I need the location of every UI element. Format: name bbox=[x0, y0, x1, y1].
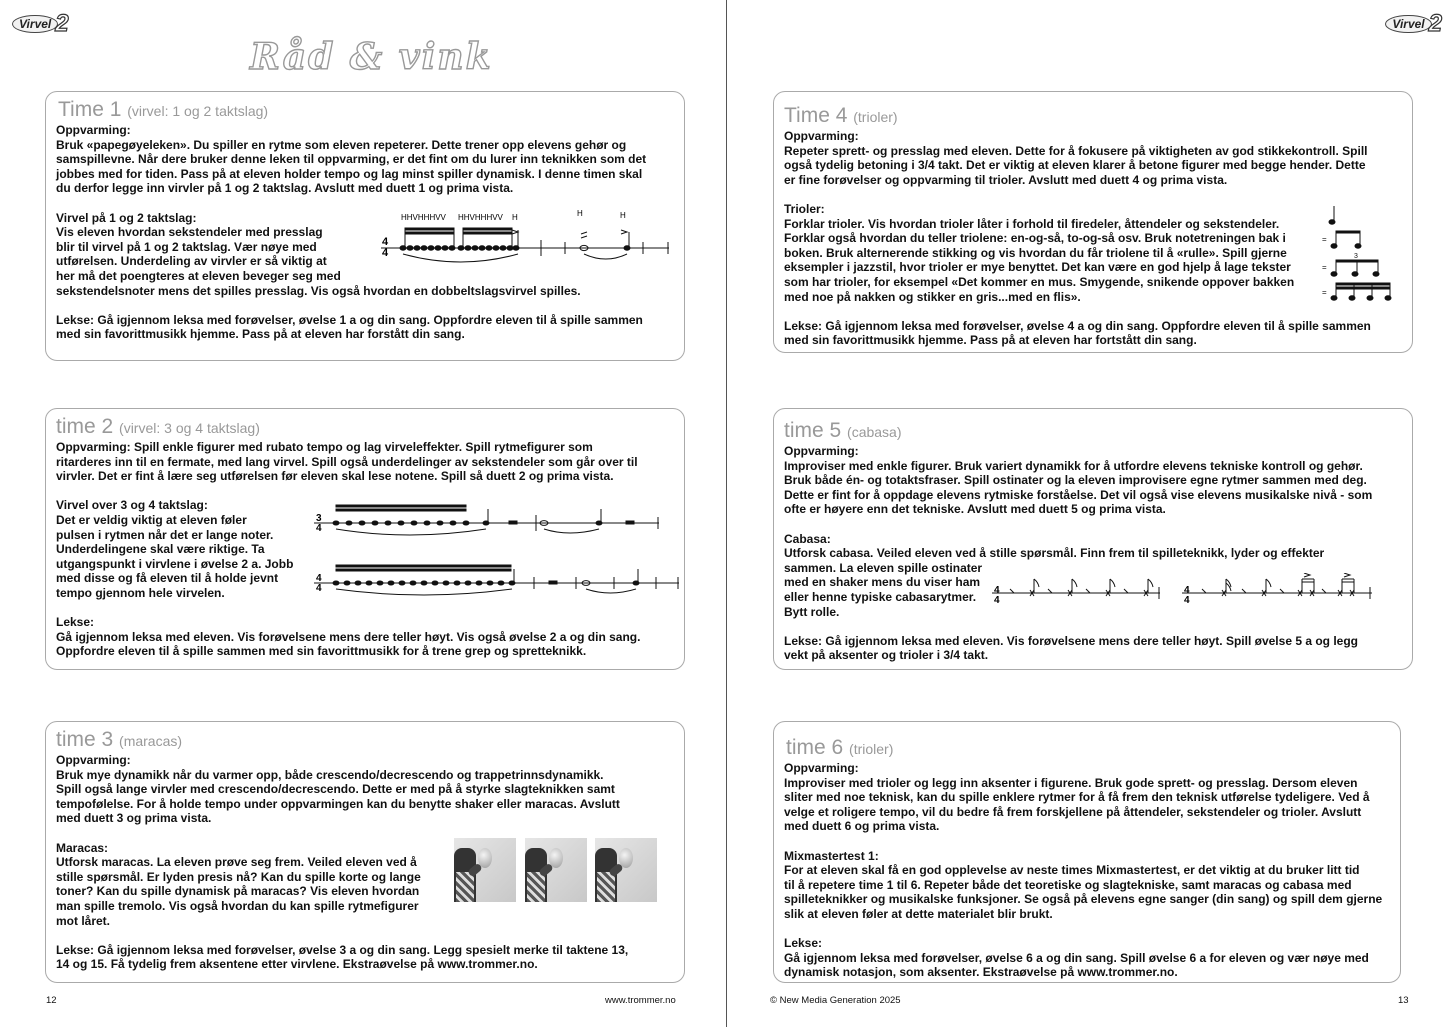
time3-card: time 3 (maracas) Oppvarming: Bruk mye dynamikk når du varmer opp, både crescendo/decrescendo og trappetrinnsdynamikk. Spill også lange virvler med crescendo/decrescendo. Dette er med på å styrke slagteknikken samt tempofølelse. For å holde tempo under oppvarmingen kan du benytte shaker eller maracas. Avslutt med duett 3 og prima vista. Maracas: Utforsk maracas. La eleven prøve seg frem. Veiled eleven ved å stille spørsmål. Er lyden presis nå? Kan du spille korte og lange toner? Kan du spille dynamisk på maracas? Vis eleven hvordan man spille tremolo. Vis også hvordan du kan spille rytmefigurer mot låret. Lekse: Gå igjennom leksa med forøvelser, øvelse 3 a og din sang. Legg spesielt merke til taktene 13, 14 og 15. Få tydelig frem aksentene etter virvlene. Ekstraøvelse på www.trommer.no. bbox=[45, 721, 685, 983]
time4-trioler-label: Trioler: bbox=[784, 201, 825, 216]
svg-text:4: 4 bbox=[1184, 585, 1190, 596]
svg-text:HHVHHHVV: HHVHHHVV bbox=[458, 213, 503, 222]
svg-text:4: 4 bbox=[382, 236, 389, 248]
time5-cabasa-label: Cabasa: bbox=[784, 531, 831, 546]
time2-virvel-label: Virvel over 3 og 4 taktslag: bbox=[56, 498, 208, 513]
svg-text:4: 4 bbox=[316, 523, 322, 534]
time6-mix-label: Mixmastertest 1: bbox=[784, 848, 879, 863]
time1-warmup-label: Oppvarming: bbox=[56, 123, 131, 137]
time1-virvel-label: Virvel på 1 og 2 taktslag: bbox=[56, 210, 197, 225]
maracas-photo bbox=[454, 838, 516, 902]
left-page-number: 12 bbox=[46, 995, 57, 1006]
section-title: Råd & vink bbox=[250, 36, 493, 78]
time1-card: Time 1 (virvel: 1 og 2 taktslag) Oppvarming: Bruk «papegøyeleken». Du spiller en rytme som eleven repeterer. Dette trener opp elevens gehør og samspillevne. Når dere bruker denne leken til oppvarming, er det fint om du lurer inn teknikken som det jobbes med for tiden. Pass på at eleven holder tempo og lag minst spiller dynamisk. I denne timen skal du derfor legge inn virvler på 1 og 2 taktslag. Avslutt med duett 1 og prima vista. Virvel på 1 og 2 taktslag: Vis eleven hvordan sekstendeler med presslag blir til virvel på 1 og 2 taktslag. Vær nøye med utførelsen. Underdeling av virvler er så viktig at her må det poengteres at eleven beveger seg med sekstendelsnoter mens det spilles presslag. Vis også hvordan en dobbeltslagsvirvel spilles. Lekse: Gå igjennom leksa med forøvelser, øvelse 1 a og din sang. Oppfordre eleven til å spille sammen med sin favorittmusikk hjemme. Pass på at eleven har forstått din sang. HHVHHHVV HHVHHHVV H H H 4 4 bbox=[45, 91, 685, 361]
time5-notation bbox=[992, 573, 1382, 607]
svg-text:=: = bbox=[1322, 263, 1327, 272]
time2-card: time 2 (virvel: 3 og 4 taktslag) Oppvarming: Spill enkle figurer med rubato tempo og lag virveleffekter. Spill rytmefigurer som ritarderes inn til en fermate, med lang virvel. Spill også underdelinger av sekstendeler som går over til virvler. Det er fint å lære seg utførelsen før eleven skal lese notene. Spill så duett 2 og prima vista. Virvel over 3 og 4 taktslag: Det er veldig viktig at eleven føler pulsen i rytmen når det er lange noter. Underdelingene skal være riktige. Ta utgangspunkt i virvlene i øvelse 2 a. Jobb med disse og få eleven til å holde jevnt tempo gjennom hele virvelen. Lekse: Gå igjennom leksa med eleven. Vis forøvelsene mens dere teller høyt. Vis også øvelse 2 a og din sang. Oppfordre eleven til å spille sammen med sin favorittmusikk for å trene grep og spretteknikk. 3 4 4 4 bbox=[45, 408, 685, 670]
time3-warmup-label: Oppvarming: bbox=[56, 753, 131, 767]
copyright: © New Media Generation 2025 bbox=[770, 995, 901, 1006]
time6-homework-label: Lekse: bbox=[784, 936, 823, 951]
time5-title: time 5 (cabasa) bbox=[784, 419, 902, 442]
logo-text: Virvel bbox=[12, 15, 58, 33]
svg-text:=: = bbox=[1322, 235, 1327, 244]
svg-text:HHVHHHVV: HHVHHHVV bbox=[401, 213, 446, 222]
time4-title: Time 4 (trioler) bbox=[784, 104, 898, 127]
maracas-photo bbox=[525, 838, 587, 902]
svg-text:4: 4 bbox=[316, 573, 322, 584]
time2-notation bbox=[314, 499, 684, 599]
svg-text:3: 3 bbox=[316, 513, 322, 524]
logo-number: 2 bbox=[1428, 10, 1442, 37]
time1-notation bbox=[381, 204, 676, 266]
right-page-number: 13 bbox=[1398, 995, 1409, 1006]
time5-card: time 5 (cabasa) Oppvarming: Improviser med enkle figurer. Bruk variert dynamikk for å utfordre elevens tekniske kontroll og gehør. Bruk både én- og totaktsfraser. Spill ostinater og la eleven improvisere egne rytmer sammen med deg. Dette er fint for å oppdage elevens rytmiske forståelse. Det vil også vise elevens musikalske nivå - som ofte er høyere enn det tekniske. Avslutt med duett 5 og prima vista. Cabasa: Utforsk cabasa. Veiled eleven ved å stille spørsmål. Finn frem til spilleteknikk, lyder og effekter sammen. La eleven spille ostinater med en shaker mens du viser ham eller henne typiske cabasarytmer. Bytt rolle. Lekse: Gå igjennom leksa med eleven. Vis forøvelsene mens dere teller høyt. Spill øvelse 5 a og legg vekt på aksenter og trioler i 3/4 takt. 4 4 4 4 bbox=[773, 408, 1413, 670]
time6-title: time 6 (trioler) bbox=[786, 736, 894, 759]
time4-warmup-label: Oppvarming: bbox=[784, 129, 859, 143]
svg-text:4: 4 bbox=[994, 595, 1000, 606]
svg-text:=: = bbox=[1322, 288, 1327, 297]
time4-notation bbox=[1322, 204, 1402, 304]
time1-title: Time 1 (virvel: 1 og 2 taktslag) bbox=[58, 98, 269, 121]
svg-text:H: H bbox=[577, 209, 583, 218]
virvel2-logo bbox=[1385, 10, 1442, 38]
svg-text:H: H bbox=[620, 211, 626, 220]
time6-card: time 6 (trioler) Oppvarming: Improviser med trioler og legg inn aksenter i figurene. Bruk gode sprett- og presslag. Dersom eleven sliter med noe teknisk, kan du spille enklere rytmer for å få frem den teknisk utførelse tydeligere. Ved å velge et roligere tempo, vil du bedre få frem forskjellene på åttendeler, sekstendeler og trioler. Avslutt med duett 6 og prima vista. Mixmastertest 1: For at eleven skal få en god opplevelse av neste times Mixmastertest, er det viktig at du bruker litt tid til å repetere time 1 til 6. Repeter både det teoretiske og slagtekniske, samt maracas og cabasa med spilleteknikker og musikalske funksjoner. Se også på elevens egne sanger (din sang) og spill dem gjerne slik at eleven føler at dette materialet blir brukt. Lekse: Gå igjennom leksa med forøvelser, øvelse 6 a og din sang. Spill øvelse 6 a for eleven og vær nøye med dynamisk notasjon, som aksenter. Ekstraøvelse på www.trommer.no. bbox=[773, 721, 1401, 983]
website-link[interactable]: www.trommer.no bbox=[605, 995, 676, 1006]
time4-card: Time 4 (trioler) Oppvarming: Repeter sprett- og presslag med eleven. Dette for å fokusere på viktigheten av god stikkekontroll. Spill også tydelig betoning i 3/4 takt. Det er viktig at eleven klarer å betone figurer med begge hender. Dette er fine forøvelser og oppvarming til trioler. Avslutt med duett 4 og prima vista. Trioler: Forklar trioler. Vis hvordan trioler låter i forhold til firedeler, åttendeler og sekstendeler. Forklar også hvordan du teller triolene: en-og-så, to-og-så osv. Bruk notetreningen bak i boken. Bruk alternerende stikking og vis hvordan du får triolene til å «rulle». Spill gjerne eksempler i jazzstil, hvor trioler er mye benyttet. Det kan være en god hjelp å lage tekster som har trioler, for eksempel «Det kommer en mus. Smygende, snikende oppover bakken med noe på nakken og stikker en gris...med en flis». Lekse: Gå igjennom leksa med forøvelser, øvelse 4 a og din sang. Oppfordre eleven til å spille sammen med sin favorittmusikk hjemme. Pass på at eleven har fortstått din sang. = = 3 = bbox=[773, 91, 1413, 353]
logo-text: Virvel bbox=[1385, 15, 1431, 33]
time3-maracas-label: Maracas: bbox=[56, 840, 109, 855]
time2-homework-label: Lekse: bbox=[56, 615, 95, 630]
svg-text:4: 4 bbox=[382, 247, 389, 259]
svg-text:4: 4 bbox=[316, 583, 322, 594]
time2-title: time 2 (virvel: 3 og 4 taktslag) bbox=[56, 415, 260, 438]
maracas-photo bbox=[595, 838, 657, 902]
svg-text:4: 4 bbox=[1184, 595, 1190, 606]
time3-title: time 3 (maracas) bbox=[56, 728, 183, 751]
logo-number: 2 bbox=[55, 10, 69, 37]
svg-text:3: 3 bbox=[1354, 253, 1358, 260]
svg-text:H: H bbox=[512, 213, 518, 222]
svg-text:4: 4 bbox=[994, 585, 1000, 596]
right-page bbox=[728, 0, 1454, 1027]
virvel2-logo bbox=[12, 10, 69, 38]
time5-warmup-label: Oppvarming: bbox=[784, 444, 859, 458]
time6-warmup-label: Oppvarming: bbox=[784, 761, 859, 775]
